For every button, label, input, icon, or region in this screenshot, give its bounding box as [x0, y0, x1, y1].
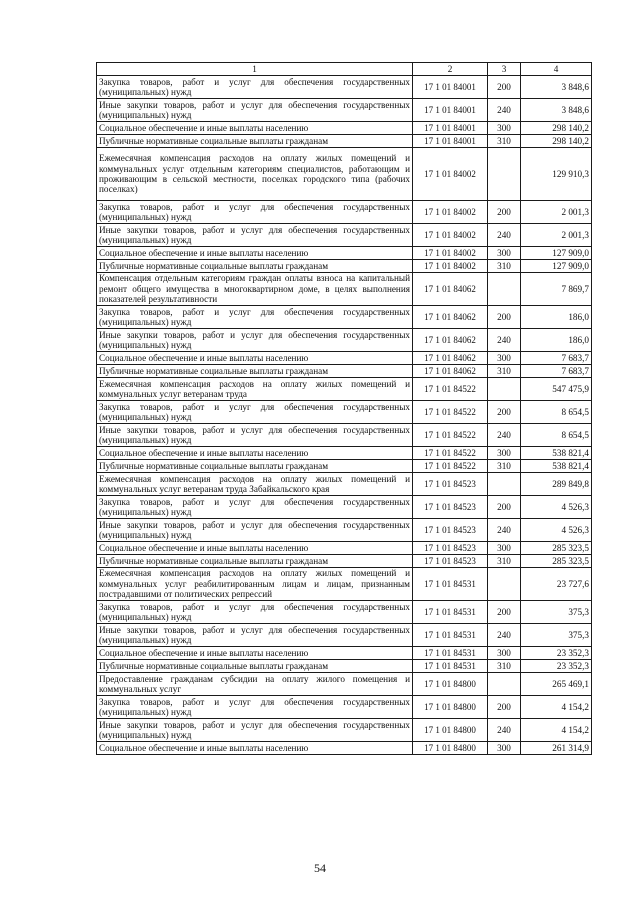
row-expense-type-cell: 200: [488, 496, 521, 519]
row-code-cell: 17 1 01 84001: [413, 135, 488, 148]
row-name-cell: Социальное обеспечение и иные выплаты населению: [97, 447, 413, 460]
row-name-cell: Публичные нормативные социальные выплаты гражданам: [97, 260, 413, 273]
table-row: [97, 122, 592, 135]
row-expense-type-cell: 200: [488, 306, 521, 329]
row-expense-type-cell: 310: [488, 260, 521, 273]
row-name-cell: Социальное обеспечение и иные выплаты населению: [97, 122, 413, 135]
table-row: [97, 742, 592, 755]
row-name-cell: Социальное обеспечение и иные выплаты населению: [97, 352, 413, 365]
row-sum-cell: 8 654,5: [521, 401, 592, 424]
row-code-cell: 17 1 01 84800: [413, 673, 488, 696]
row-code-cell: 17 1 01 84522: [413, 424, 488, 447]
row-name-cell: Ежемесячная компенсация расходов на оплату жилых помещений и коммунальных услуг ветеранам труда: [97, 378, 413, 401]
column-header-code: 2: [413, 63, 488, 76]
row-sum-cell: 375,3: [521, 601, 592, 624]
row-expense-type-cell: 200: [488, 401, 521, 424]
row-name-cell: Публичные нормативные социальные выплаты гражданам: [97, 555, 413, 568]
table-row: [97, 224, 592, 247]
row-sum-cell: 547 475,9: [521, 378, 592, 401]
table-row: [97, 99, 592, 122]
row-sum-cell: 23 352,3: [521, 647, 592, 660]
row-name-cell: Иные закупки товаров, работ и услуг для обеспечения государственных (муниципальных) нужд: [97, 224, 413, 247]
row-code-cell: 17 1 01 84062: [413, 365, 488, 378]
row-code-cell: 17 1 01 84002: [413, 247, 488, 260]
row-expense-type-cell: 240: [488, 719, 521, 742]
row-name-cell: Закупка товаров, работ и услуг для обеспечения государственных (муниципальных) нужд: [97, 201, 413, 224]
row-code-cell: 17 1 01 84522: [413, 460, 488, 473]
row-code-cell: 17 1 01 84531: [413, 568, 488, 601]
row-expense-type-cell: [488, 568, 521, 601]
row-name-cell: Закупка товаров, работ и услуг для обеспечения государственных (муниципальных) нужд: [97, 401, 413, 424]
row-name-cell: Предоставление гражданам субсидии на оплату жилого помещения и коммунальных услуг: [97, 673, 413, 696]
row-expense-type-cell: 300: [488, 542, 521, 555]
table-row: [97, 329, 592, 352]
row-code-cell: 17 1 01 84002: [413, 148, 488, 201]
table-row: [97, 519, 592, 542]
table-row: [97, 273, 592, 306]
column-header-name: 1: [97, 63, 413, 76]
row-sum-cell: 2 001,3: [521, 224, 592, 247]
row-expense-type-cell: 200: [488, 696, 521, 719]
row-code-cell: 17 1 01 84062: [413, 306, 488, 329]
row-sum-cell: 3 848,6: [521, 76, 592, 99]
row-sum-cell: 285 323,5: [521, 555, 592, 568]
table-row: [97, 473, 592, 496]
table-row: [97, 76, 592, 99]
row-expense-type-cell: 310: [488, 660, 521, 673]
row-code-cell: 17 1 01 84062: [413, 329, 488, 352]
table-row: [97, 447, 592, 460]
table-row: [97, 201, 592, 224]
table-row: [97, 624, 592, 647]
row-name-cell: Ежемесячная компенсация расходов на оплату жилых помещений и коммунальных услуг отдельным категориям специалистов, работающим и проживающим в сельской местности, поселках городского типа (рабочих поселках): [97, 148, 413, 201]
row-expense-type-cell: 240: [488, 99, 521, 122]
table-row: [97, 352, 592, 365]
row-sum-cell: 129 910,3: [521, 148, 592, 201]
row-code-cell: 17 1 01 84062: [413, 273, 488, 306]
row-name-cell: Социальное обеспечение и иные выплаты населению: [97, 542, 413, 555]
row-name-cell: Ежемесячная компенсация расходов на оплату жилых помещений и коммунальных услуг ветеранам труда Забайкальского края: [97, 473, 413, 496]
row-code-cell: 17 1 01 84522: [413, 378, 488, 401]
row-sum-cell: 23 727,6: [521, 568, 592, 601]
row-sum-cell: 8 654,5: [521, 424, 592, 447]
row-code-cell: 17 1 01 84002: [413, 260, 488, 273]
row-expense-type-cell: 310: [488, 460, 521, 473]
row-expense-type-cell: 300: [488, 647, 521, 660]
row-expense-type-cell: 240: [488, 519, 521, 542]
table-row: [97, 696, 592, 719]
row-expense-type-cell: 240: [488, 624, 521, 647]
row-name-cell: Ежемесячная компенсация расходов на оплату жилых помещений и коммунальных услуг реабилитированным лицам и лицам, признанным пострадавшими от политических репрессий: [97, 568, 413, 601]
row-sum-cell: 23 352,3: [521, 660, 592, 673]
row-name-cell: Публичные нормативные социальные выплаты гражданам: [97, 135, 413, 148]
row-sum-cell: 127 909,0: [521, 247, 592, 260]
row-sum-cell: 261 314,9: [521, 742, 592, 755]
row-sum-cell: 289 849,8: [521, 473, 592, 496]
row-name-cell: Социальное обеспечение и иные выплаты населению: [97, 647, 413, 660]
row-sum-cell: 375,3: [521, 624, 592, 647]
table-header: [97, 63, 592, 76]
row-name-cell: Закупка товаров, работ и услуг для обеспечения государственных (муниципальных) нужд: [97, 306, 413, 329]
table-row: [97, 460, 592, 473]
row-expense-type-cell: [488, 473, 521, 496]
table-row: [97, 365, 592, 378]
row-expense-type-cell: 200: [488, 601, 521, 624]
row-code-cell: 17 1 01 84523: [413, 555, 488, 568]
row-name-cell: Публичные нормативные социальные выплаты гражданам: [97, 660, 413, 673]
table-row: [97, 601, 592, 624]
table-row: [97, 135, 592, 148]
table-row: [97, 148, 592, 201]
row-name-cell: Закупка товаров, работ и услуг для обеспечения государственных (муниципальных) нужд: [97, 601, 413, 624]
table-row: [97, 568, 592, 601]
row-sum-cell: 186,0: [521, 306, 592, 329]
row-code-cell: 17 1 01 84523: [413, 542, 488, 555]
row-expense-type-cell: 300: [488, 352, 521, 365]
row-name-cell: Социальное обеспечение и иные выплаты населению: [97, 742, 413, 755]
row-code-cell: 17 1 01 84002: [413, 201, 488, 224]
table-body: [97, 76, 592, 755]
row-sum-cell: 538 821,4: [521, 460, 592, 473]
row-code-cell: 17 1 01 84001: [413, 122, 488, 135]
table-row: [97, 247, 592, 260]
row-sum-cell: 265 469,1: [521, 673, 592, 696]
table-row: [97, 306, 592, 329]
row-expense-type-cell: 310: [488, 555, 521, 568]
row-sum-cell: 285 323,5: [521, 542, 592, 555]
row-sum-cell: 127 909,0: [521, 260, 592, 273]
budget-table: [96, 62, 592, 755]
row-sum-cell: 2 001,3: [521, 201, 592, 224]
row-sum-cell: 298 140,2: [521, 122, 592, 135]
row-code-cell: 17 1 01 84523: [413, 473, 488, 496]
row-name-cell: Закупка товаров, работ и услуг для обеспечения государственных (муниципальных) нужд: [97, 496, 413, 519]
row-code-cell: 17 1 01 84522: [413, 447, 488, 460]
table-row: [97, 378, 592, 401]
row-code-cell: 17 1 01 84800: [413, 742, 488, 755]
row-name-cell: Компенсация отдельным категориям граждан оплаты взноса на капитальный ремонт общего имущества в многоквартирном доме, в целях выполнения показателей результативности: [97, 273, 413, 306]
table-row: [97, 719, 592, 742]
row-name-cell: Иные закупки товаров, работ и услуг для обеспечения государственных (муниципальных) нужд: [97, 624, 413, 647]
row-code-cell: 17 1 01 84531: [413, 660, 488, 673]
table-row: [97, 660, 592, 673]
row-sum-cell: 186,0: [521, 329, 592, 352]
row-code-cell: 17 1 01 84531: [413, 624, 488, 647]
row-expense-type-cell: 300: [488, 447, 521, 460]
row-sum-cell: 298 140,2: [521, 135, 592, 148]
row-code-cell: 17 1 01 84531: [413, 647, 488, 660]
row-name-cell: Иные закупки товаров, работ и услуг для обеспечения государственных (муниципальных) нужд: [97, 329, 413, 352]
row-name-cell: Иные закупки товаров, работ и услуг для обеспечения государственных (муниципальных) нужд: [97, 424, 413, 447]
row-expense-type-cell: 300: [488, 122, 521, 135]
header-row: [97, 63, 592, 76]
row-name-cell: Публичные нормативные социальные выплаты гражданам: [97, 365, 413, 378]
row-sum-cell: 7 683,7: [521, 352, 592, 365]
row-sum-cell: 4 154,2: [521, 696, 592, 719]
row-expense-type-cell: 310: [488, 365, 521, 378]
row-expense-type-cell: 240: [488, 224, 521, 247]
row-code-cell: 17 1 01 84800: [413, 696, 488, 719]
row-expense-type-cell: 300: [488, 742, 521, 755]
row-expense-type-cell: 310: [488, 135, 521, 148]
row-name-cell: Иные закупки товаров, работ и услуг для обеспечения государственных (муниципальных) нужд: [97, 719, 413, 742]
row-expense-type-cell: [488, 148, 521, 201]
row-expense-type-cell: [488, 378, 521, 401]
row-code-cell: 17 1 01 84002: [413, 224, 488, 247]
table-row: [97, 401, 592, 424]
row-expense-type-cell: 200: [488, 76, 521, 99]
row-code-cell: 17 1 01 84522: [413, 401, 488, 424]
row-expense-type-cell: 300: [488, 247, 521, 260]
row-name-cell: Публичные нормативные социальные выплаты гражданам: [97, 460, 413, 473]
row-expense-type-cell: [488, 273, 521, 306]
column-header-expense-type: 3: [488, 63, 521, 76]
row-expense-type-cell: 200: [488, 201, 521, 224]
row-expense-type-cell: [488, 673, 521, 696]
row-code-cell: 17 1 01 84001: [413, 76, 488, 99]
table-row: [97, 647, 592, 660]
row-sum-cell: 7 683,7: [521, 365, 592, 378]
row-sum-cell: 4 526,3: [521, 496, 592, 519]
row-name-cell: Иные закупки товаров, работ и услуг для обеспечения государственных (муниципальных) нужд: [97, 99, 413, 122]
row-expense-type-cell: 240: [488, 329, 521, 352]
row-code-cell: 17 1 01 84531: [413, 601, 488, 624]
row-code-cell: 17 1 01 84523: [413, 519, 488, 542]
row-code-cell: 17 1 01 84062: [413, 352, 488, 365]
row-code-cell: 17 1 01 84523: [413, 496, 488, 519]
table-row: [97, 555, 592, 568]
row-sum-cell: 3 848,6: [521, 99, 592, 122]
table-row: [97, 542, 592, 555]
row-code-cell: 17 1 01 84001: [413, 99, 488, 122]
column-header-sum: 4: [521, 63, 592, 76]
row-sum-cell: 4 154,2: [521, 719, 592, 742]
row-name-cell: Социальное обеспечение и иные выплаты населению: [97, 247, 413, 260]
row-code-cell: 17 1 01 84800: [413, 719, 488, 742]
table-row: [97, 260, 592, 273]
table-row: [97, 673, 592, 696]
table-row: [97, 496, 592, 519]
page-number: 54: [314, 861, 326, 875]
row-expense-type-cell: 240: [488, 424, 521, 447]
row-name-cell: Закупка товаров, работ и услуг для обеспечения государственных (муниципальных) нужд: [97, 76, 413, 99]
row-name-cell: Иные закупки товаров, работ и услуг для обеспечения государственных (муниципальных) нужд: [97, 519, 413, 542]
row-name-cell: Закупка товаров, работ и услуг для обеспечения государственных (муниципальных) нужд: [97, 696, 413, 719]
table-row: [97, 424, 592, 447]
row-sum-cell: 7 869,7: [521, 273, 592, 306]
row-sum-cell: 538 821,4: [521, 447, 592, 460]
row-sum-cell: 4 526,3: [521, 519, 592, 542]
